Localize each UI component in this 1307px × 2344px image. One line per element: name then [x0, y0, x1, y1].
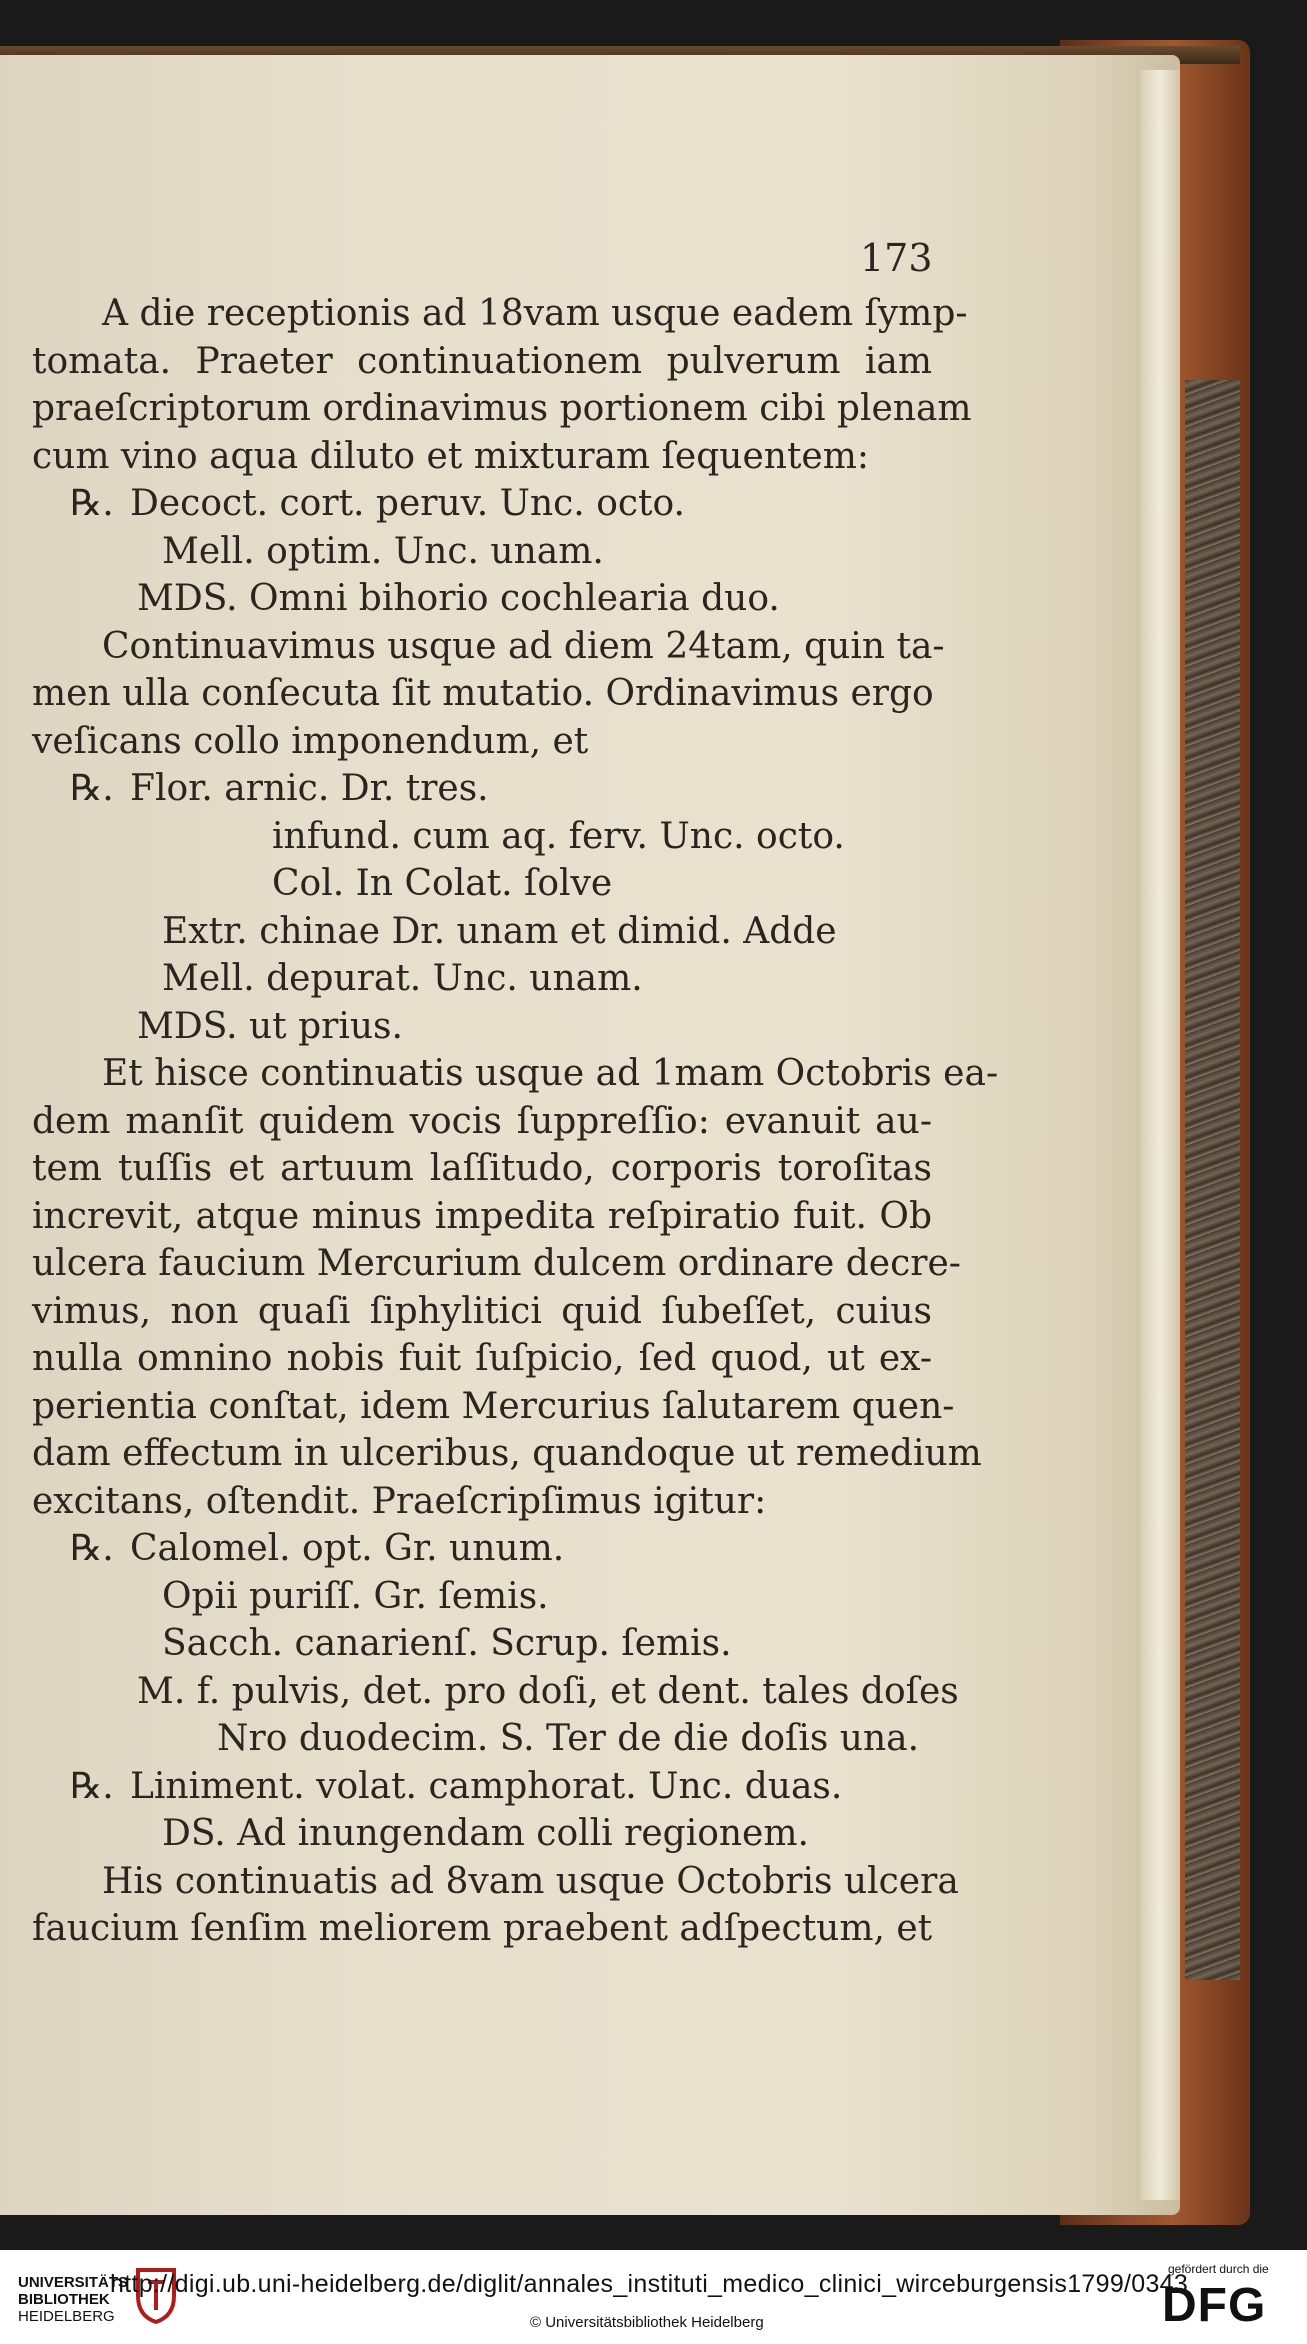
text-line-content: men ulla conſecuta ſit mutatio. Ordinavimus ergo — [32, 673, 934, 714]
text-line — [32, 623, 945, 671]
text-line-content: Extr. chinae Dr. unam et dimid. Adde — [162, 910, 837, 952]
text-line-content: Nro duodecim. S. Ter de die doſis una. — [217, 1718, 920, 1759]
text-line-content: tomata. Praeter continuationem pulverum iam — [32, 340, 932, 382]
text-line — [32, 528, 932, 576]
text-line-content: praeſcriptorum ordinavimus portionem cibi plenam — [32, 388, 972, 429]
text-line-content: nulla omnino nobis fuit ſuſpicio, ſed quod, ut ex- — [32, 1338, 932, 1379]
text-line — [32, 1668, 959, 1716]
text-line — [32, 575, 932, 623]
text-line — [32, 1383, 955, 1431]
text-line — [32, 290, 968, 338]
text-line-content: Calomel. opt. Gr. unum. — [130, 1528, 565, 1569]
footer-bar — [0, 2250, 1307, 2344]
text-line-content: Sacch. canarienſ. Scrup. ſemis. — [162, 1623, 732, 1664]
text-line — [32, 480, 932, 528]
text-line — [32, 765, 932, 813]
text-line — [32, 1240, 961, 1288]
text-line-content: A die receptionis ad 18vam usque eadem ſymp- — [102, 293, 968, 334]
text-line — [32, 1098, 932, 1146]
recipe-symbol: ℞. — [70, 1765, 114, 1807]
text-line-content: His continuatis ad 8vam usque Octobris ulcera — [102, 1860, 959, 1902]
university-line-1: UNIVERSITÄTS — [18, 2274, 129, 2291]
text-line — [32, 1620, 932, 1668]
text-line — [32, 670, 932, 718]
text-line-content: M. f. pulvis, det. pro doſi, et dent. tales doſes — [137, 1670, 959, 1712]
recipe-symbol: ℞. — [70, 1528, 114, 1569]
text-line — [32, 1478, 932, 1526]
text-line — [32, 1573, 932, 1621]
text-line-content: MDS. Omni bihorio cochlearia duo. — [137, 578, 780, 619]
text-line-content: vimus, non quaſi ſiphylitici quid ſubeſſet, cuius — [32, 1290, 932, 1332]
recipe-symbol: ℞. — [70, 768, 114, 809]
dfg-logo: DFG — [1162, 2279, 1267, 2332]
university-line-2: BIBLIOTHEK — [18, 2291, 110, 2308]
text-line — [32, 860, 932, 908]
text-line-content: Continuavimus usque ad diem 24tam, quin ta- — [102, 625, 945, 667]
text-line — [32, 955, 932, 1003]
text-line-content: DS. Ad inungendam colli regionem. — [162, 1813, 809, 1854]
permalink-url[interactable]: http://digi.ub.uni-heidelberg.de/diglit/annales_instituti_medico_clinici_wirceburgensis1799/0343 — [110, 2270, 1189, 2298]
text-line — [32, 433, 932, 481]
text-line — [32, 385, 972, 433]
text-line-content: Flor. arnic. Dr. tres. — [130, 768, 489, 809]
copyright-notice: © Universitätsbibliothek Heidelberg — [530, 2314, 764, 2331]
text-line — [32, 1715, 932, 1763]
text-line-content: veſicans collo imponendum, et — [32, 720, 589, 762]
text-line — [32, 1050, 999, 1098]
text-line-content: tem tuſſis et artuum laſſitudo, corporis toroſitas — [32, 1148, 932, 1189]
text-line — [32, 1335, 932, 1383]
text-line — [32, 1430, 982, 1478]
text-line — [32, 1905, 932, 1953]
text-line-content: infund. cum aq. ferv. Unc. octo. — [272, 815, 845, 857]
text-line-content: Mell. depurat. Unc. unam. — [162, 958, 643, 999]
text-line-content: ulcera faucium Mercurium dulcem ordinare decre- — [32, 1243, 961, 1284]
text-line-content: Col. In Colat. ſolve — [272, 863, 613, 904]
marbled-endpaper — [1185, 380, 1240, 1980]
text-line — [32, 1193, 932, 1241]
text-line-content: cum vino aqua diluto et mixturam ſequentem: — [32, 435, 869, 477]
text-line-content: Opii puriſſ. Gr. ſemis. — [162, 1575, 549, 1617]
text-line-content: Et hisce continuatis usque ad 1mam Octobris ea- — [102, 1053, 999, 1094]
text-line — [32, 813, 932, 861]
text-line-content: Liniment. volat. camphorat. Unc. duas. — [130, 1765, 843, 1807]
text-line — [32, 908, 932, 956]
text-line — [32, 1763, 932, 1811]
text-line-content: MDS. ut prius. — [137, 1005, 403, 1047]
text-line — [32, 338, 932, 386]
text-line-content: dam effectum in ulceribus, quandoque ut remedium — [32, 1433, 982, 1474]
page-number: 173 — [860, 236, 933, 280]
text-line-content: faucium ſenſim meliorem praebent adſpectum, et — [32, 1908, 933, 1949]
text-line-content: increvit, atque minus impedita reſpiratio fuit. Ob — [32, 1195, 932, 1237]
text-line-content: dem manſit quidem vocis ſuppreſſio: evanuit au- — [32, 1100, 932, 1142]
page-fore-edge — [1140, 70, 1180, 2200]
university-line-3: HEIDELBERG — [18, 2308, 115, 2325]
text-line — [32, 1145, 932, 1193]
text-line-content: Decoct. cort. peruv. Unc. octo. — [130, 483, 685, 524]
text-line-content: perientia conſtat, idem Mercurius ſalutarem quen- — [32, 1385, 955, 1427]
text-line — [32, 1858, 959, 1906]
body-text — [32, 290, 999, 1953]
text-line-content: Mell. optim. Unc. unam. — [162, 530, 604, 572]
text-line — [32, 1288, 932, 1336]
text-line — [32, 1525, 932, 1573]
text-line — [32, 718, 932, 766]
text-line — [32, 1003, 932, 1051]
text-line-content: excitans, oſtendit. Praeſcripſimus igitur: — [32, 1480, 767, 1522]
funded-by-label: gefördert durch die — [1168, 2262, 1269, 2276]
text-line — [32, 1810, 932, 1858]
recipe-symbol: ℞. — [70, 483, 114, 524]
